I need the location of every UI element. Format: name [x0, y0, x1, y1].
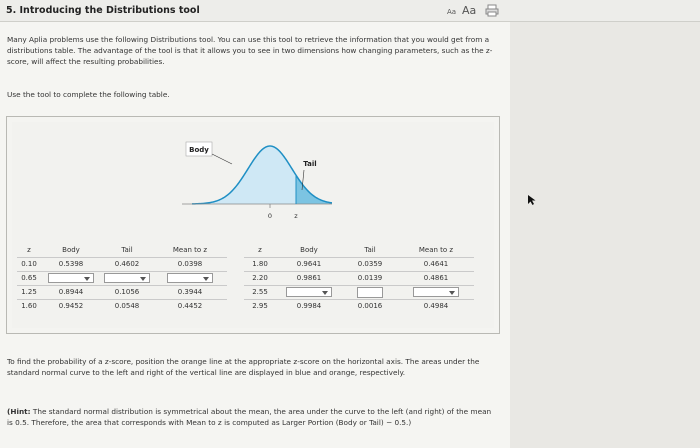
cell-body: 0.9641 [276, 257, 342, 271]
page-title: 5. Introducing the Distributions tool [6, 5, 200, 16]
table-row [244, 299, 474, 313]
table-row [244, 271, 474, 285]
mean-select-065[interactable] [167, 273, 213, 283]
header-z: z [258, 246, 262, 255]
cell-tail: 0.0139 [342, 271, 398, 285]
mean-select-255[interactable] [413, 287, 459, 297]
instruction-text: Use the tool to complete the following table. [7, 90, 170, 99]
tool-canvas [12, 122, 494, 328]
cell-z: 2.55 [244, 285, 276, 299]
cell-mean: 0.4984 [398, 299, 474, 313]
increase-font-button[interactable]: Aa [462, 4, 477, 17]
table-row [244, 257, 474, 271]
header-z: z [27, 246, 31, 255]
table-row [17, 299, 227, 313]
cell-z: 0.10 [17, 257, 41, 271]
tail-label: Tail [303, 160, 317, 168]
cell-mean: 0.4452 [153, 299, 227, 313]
cell-mean: 0.4861 [398, 271, 474, 285]
right-table [244, 244, 474, 313]
cell-body: 0.8944 [41, 285, 101, 299]
tail-area [296, 175, 332, 204]
cell-z: 1.25 [17, 285, 41, 299]
hint-label: (Hint: [7, 407, 31, 416]
header-tail: Tail [364, 246, 376, 255]
normal-curve-graph[interactable] [182, 134, 332, 224]
header-body: Body [62, 246, 80, 255]
cell-mean: 0.4641 [398, 257, 474, 271]
cell-body: 0.5398 [41, 257, 101, 271]
header-tail: Tail [121, 246, 133, 255]
cell-z: 1.80 [244, 257, 276, 271]
instructions-paragraph: To find the probability of a z-score, position the orange line at the appropriate z-score on the horizontal axis. The areas under the standard normal curve to the left and right of the vertical line are displayed in blue and orange, respectively. [7, 357, 480, 377]
header-body: Body [300, 246, 318, 255]
distributions-tool [6, 116, 500, 334]
body-label: Body [189, 146, 209, 154]
axis-z-label: z [294, 212, 298, 220]
tail-input-255[interactable] [357, 287, 383, 298]
cell-mean: 0.3944 [153, 285, 227, 299]
cell-z: 2.20 [244, 271, 276, 285]
axis-zero-label: 0 [267, 212, 273, 220]
header-mean: Mean to z [418, 246, 454, 255]
body-select-065[interactable] [48, 273, 94, 283]
decrease-font-button[interactable]: Aa [447, 8, 457, 16]
cell-tail: 0.0548 [101, 299, 153, 313]
hint-text: The standard normal distribution is symmetrical about the mean, the area under the curve to the left (and right) of the mean is 0.5. Therefore, the area that corresponds with Mean to z is computed as Larger Portion (Body or Tail) − 0.5.) [7, 407, 492, 427]
cell-body: 0.9452 [41, 299, 101, 313]
cell-tail: 0.0016 [342, 299, 398, 313]
hint-paragraph [7, 406, 495, 428]
table-row [17, 285, 227, 299]
header-mean: Mean to z [172, 246, 208, 255]
mouse-cursor-icon [527, 194, 537, 206]
left-table-header [17, 244, 227, 257]
cell-mean: 0.0398 [153, 257, 227, 271]
cell-tail: 0.0359 [342, 257, 398, 271]
right-table-header [244, 244, 474, 257]
cell-body: 0.9861 [276, 271, 342, 285]
print-icon[interactable] [485, 4, 499, 17]
cell-body: 0.9984 [276, 299, 342, 313]
table-row [244, 285, 474, 299]
cell-z: 1.60 [17, 299, 41, 313]
table-row [17, 257, 227, 271]
cell-z: 0.65 [17, 271, 41, 285]
tail-select-065[interactable] [104, 273, 150, 283]
body-select-255[interactable] [286, 287, 332, 297]
page-header [0, 0, 700, 22]
cell-tail: 0.4602 [101, 257, 153, 271]
table-row [17, 271, 227, 285]
cell-tail: 0.1056 [101, 285, 153, 299]
cell-z: 2.95 [244, 299, 276, 313]
intro-paragraph: Many Aplia problems use the following Distributions tool. You can use this tool to retrieve the information that you would get from a distributions table. The advantage of the tool is that it allows you to see in two dimensions how changing parameters, such as the z-score, will affect the resulting probabilities. [7, 35, 493, 66]
left-table [17, 244, 227, 313]
